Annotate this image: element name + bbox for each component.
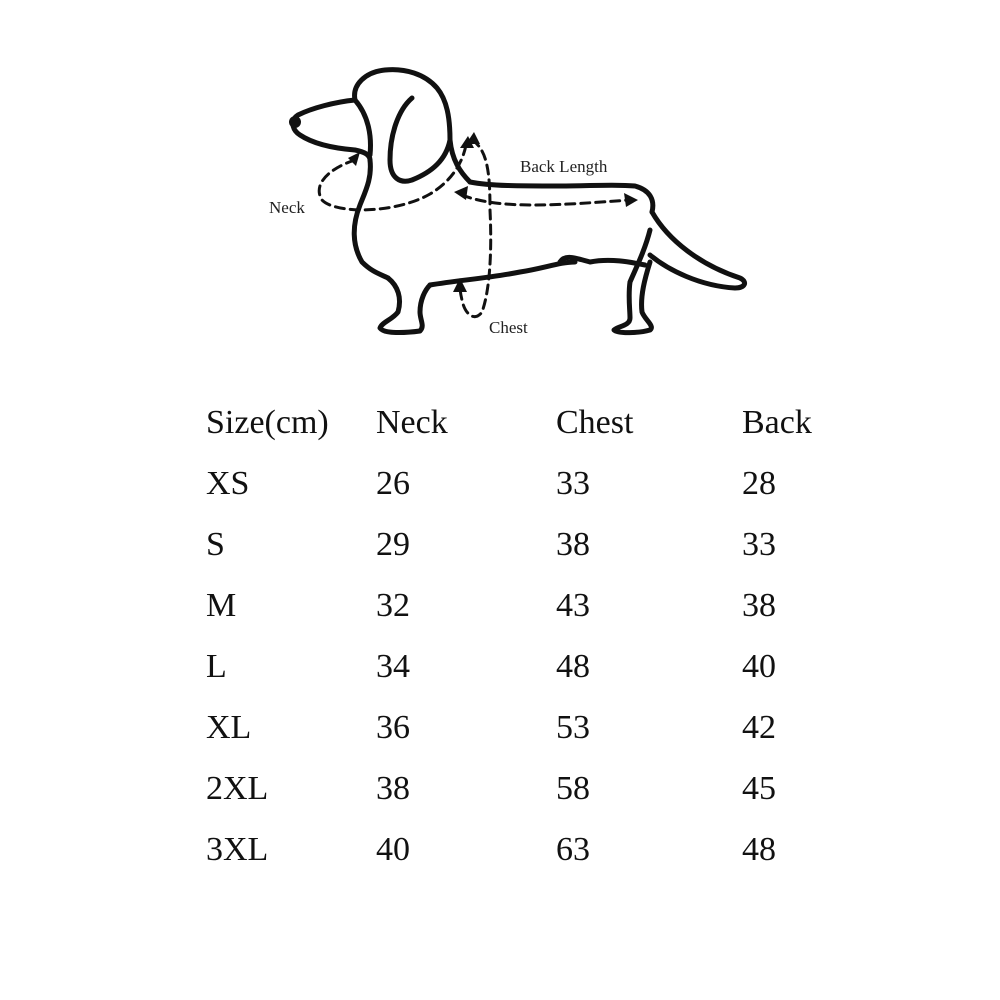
size-chart-table bbox=[206, 392, 862, 880]
table-row bbox=[206, 453, 862, 514]
back-length-label: Back Length bbox=[520, 157, 608, 176]
neck-cell: 38 bbox=[376, 769, 410, 807]
chest-cell: 58 bbox=[556, 769, 590, 807]
dog-measurement-diagram bbox=[0, 0, 1000, 380]
neck-cell: 29 bbox=[376, 525, 410, 563]
neck-cell: 32 bbox=[376, 586, 410, 624]
size-cell: L bbox=[206, 647, 227, 685]
dog-front-leg-outline bbox=[380, 278, 430, 333]
back-cell: 38 bbox=[742, 586, 776, 624]
back-cell: 40 bbox=[742, 647, 776, 685]
back-cell: 45 bbox=[742, 769, 776, 807]
back-arrow-icon bbox=[454, 186, 468, 200]
table-row bbox=[206, 758, 862, 819]
dog-ear-outline bbox=[390, 98, 450, 181]
back-arrow-icon bbox=[624, 193, 638, 207]
dog-belly-outline bbox=[430, 262, 575, 285]
dog-nose-icon bbox=[289, 116, 301, 128]
back-cell: 28 bbox=[742, 464, 776, 502]
column-header-chest: Chest bbox=[556, 403, 634, 441]
neck-arrow-icon bbox=[348, 152, 360, 166]
table-row bbox=[206, 514, 862, 575]
neck-cell: 26 bbox=[376, 464, 410, 502]
column-header-back: Back bbox=[742, 403, 812, 441]
table-row bbox=[206, 697, 862, 758]
chest-label: Chest bbox=[489, 318, 528, 337]
size-cell: 3XL bbox=[206, 830, 269, 868]
size-cell: XS bbox=[206, 464, 250, 502]
size-cell: 2XL bbox=[206, 769, 269, 807]
table-row bbox=[206, 819, 862, 880]
dog-snout-outline bbox=[293, 100, 370, 160]
table-row bbox=[206, 636, 862, 697]
chest-cell: 48 bbox=[556, 647, 590, 685]
neck-cell: 40 bbox=[376, 830, 410, 868]
table-row bbox=[206, 575, 862, 636]
back-length-measurement-line bbox=[462, 195, 630, 205]
neck-cell: 36 bbox=[376, 708, 410, 746]
chest-cell: 38 bbox=[556, 525, 590, 563]
chest-cell: 33 bbox=[556, 464, 590, 502]
back-cell: 48 bbox=[742, 830, 776, 868]
neck-label: Neck bbox=[269, 198, 305, 217]
dog-tail-outline bbox=[650, 212, 745, 288]
column-header-neck: Neck bbox=[376, 403, 448, 441]
size-cell: S bbox=[206, 525, 225, 563]
chest-cell: 53 bbox=[556, 708, 590, 746]
chest-cell: 63 bbox=[556, 830, 590, 868]
back-cell: 33 bbox=[742, 525, 776, 563]
size-chart-header-row bbox=[206, 392, 862, 453]
back-cell: 42 bbox=[742, 708, 776, 746]
size-cell: XL bbox=[206, 708, 252, 746]
chest-cell: 43 bbox=[556, 586, 590, 624]
neck-cell: 34 bbox=[376, 647, 410, 685]
dog-chest-outline bbox=[354, 160, 388, 278]
column-header-size: Size(cm) bbox=[206, 403, 329, 441]
size-cell: M bbox=[206, 586, 237, 624]
dachshund-outline bbox=[293, 70, 745, 333]
dog-rear-leg-outline bbox=[614, 230, 651, 333]
